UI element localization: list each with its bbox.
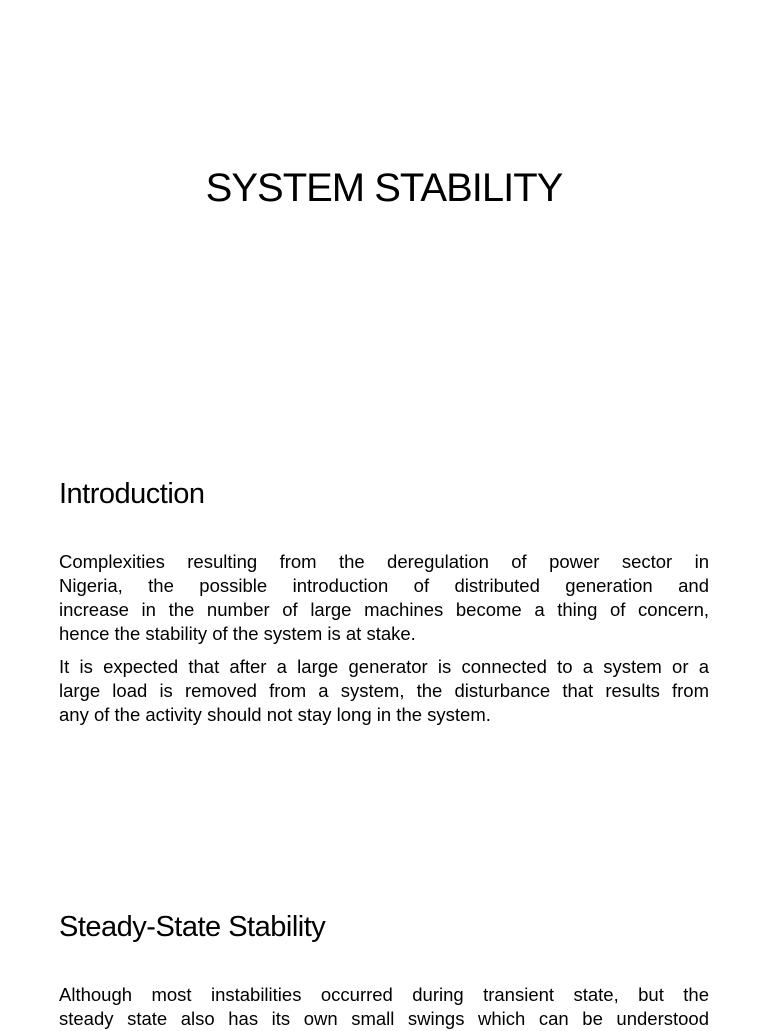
- text-line: Nigeria, the possible introduction of distributed generation and: [59, 575, 709, 596]
- paragraph: [59, 655, 709, 727]
- paragraph: [59, 550, 709, 646]
- text-line: increase in the number of large machines become a thing of concern,: [59, 599, 709, 620]
- section-heading-introduction: Introduction: [59, 478, 205, 510]
- text-line: steady state also has its own small swings which can be understood: [59, 1008, 709, 1029]
- text-line: large load is removed from a system, the disturbance that results from: [59, 680, 709, 701]
- slide-title: SYSTEM STABILITY: [205, 166, 563, 210]
- text-line: any of the activity should not stay long in the system.: [59, 704, 491, 725]
- text-line: Complexities resulting from the deregulation of power sector in: [59, 551, 709, 572]
- section-heading-steady-state: Steady-State Stability: [59, 911, 326, 943]
- text-line: Although most instabilities occurred during transient state, but the: [59, 984, 709, 1005]
- text-line: It is expected that after a large generator is connected to a system or a: [59, 656, 709, 677]
- text-line: hence the stability of the system is at stake.: [59, 623, 416, 644]
